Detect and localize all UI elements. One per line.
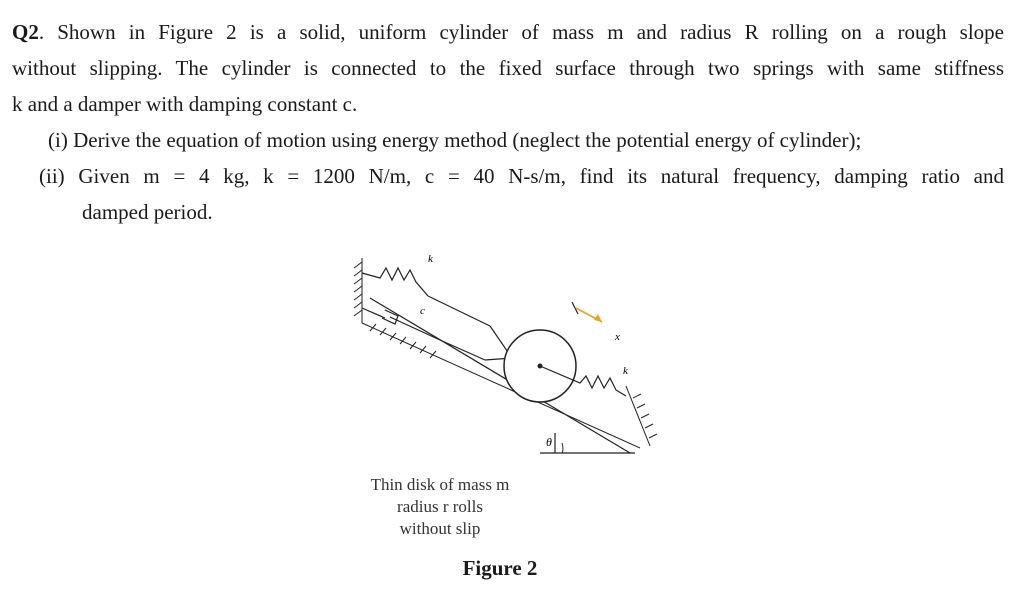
displacement-label: x <box>615 331 620 343</box>
intro-text-1: . Shown in Figure 2 is a solid, uniform cylinder of mass m and radius R rolling on a rough slope <box>38 20 1004 44</box>
spring-right-label: k <box>623 365 628 377</box>
part-i-label: (i) <box>48 128 68 152</box>
left-wall-hatch <box>354 258 362 323</box>
part-i <box>12 122 1004 158</box>
caption-line-1: Thin disk of mass m <box>370 475 510 494</box>
base-triangle <box>540 433 635 453</box>
part-i-text: Derive the equation of motion using energy method (neglect the potential energy of cylinder); <box>73 128 862 152</box>
part-ii <box>12 158 1004 194</box>
part-ii-label: (ii) <box>39 164 65 188</box>
damper-label: c <box>420 305 425 317</box>
intro-line-1 <box>12 14 1004 50</box>
spring-top-label: k <box>428 253 433 265</box>
caption-line-2: radius r rolls <box>397 497 483 516</box>
angle-label: θ <box>546 435 552 449</box>
question-block <box>12 14 1004 230</box>
intro-line-3: k and a damper with damping constant c. <box>12 92 358 116</box>
spring-top <box>362 268 428 296</box>
figure-diagram <box>340 238 680 468</box>
caption-line-3: without slip <box>399 519 481 538</box>
question-number: Q2 <box>12 20 39 44</box>
figure-title: Figure 2 <box>462 556 538 580</box>
right-wall-hatch <box>626 386 657 446</box>
damper <box>362 308 440 340</box>
angle-arc <box>562 443 563 453</box>
part-ii-cont: damped period. <box>82 200 213 224</box>
figure-caption <box>340 474 540 540</box>
intro-line-2: without slipping. The cylinder is connected to the fixed surface through two springs with same stiffness <box>12 56 1004 80</box>
incline-line <box>370 298 630 453</box>
part-ii-text: Given m = 4 kg, k = 1200 N/m, c = 40 N-s/m, find its natural frequency, damping ratio and <box>78 164 1004 188</box>
